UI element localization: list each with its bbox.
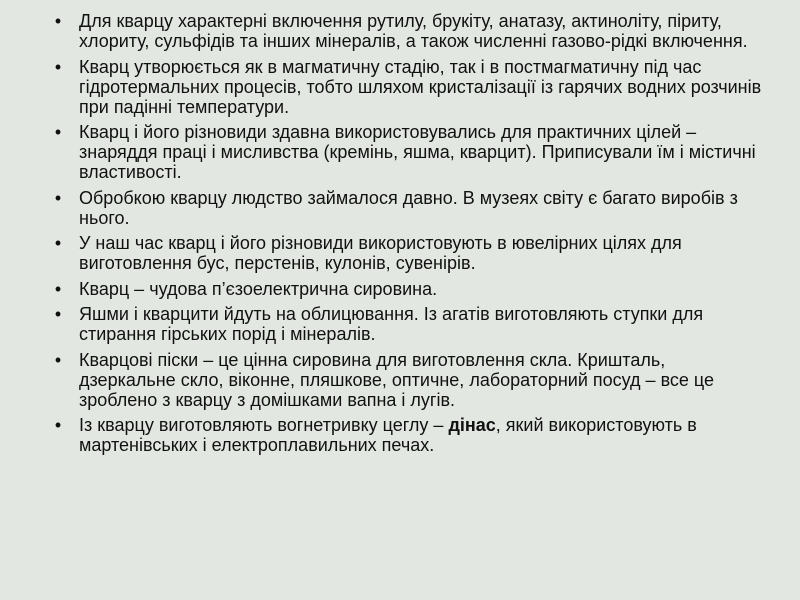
bullet-dot-icon: • — [54, 233, 62, 253]
bullet-text-after: , який використовують в мартенівських і електроплавильних печах. — [79, 415, 697, 455]
bullet-item — [50, 57, 765, 117]
bullet-item — [50, 304, 765, 344]
bullet-item — [50, 122, 765, 182]
bullet-text: У наш час кварц і його різновиди використовують в ювелірних цілях для виготовлення бус, перстенів, кулонів, сувенірів. — [79, 233, 682, 273]
bullet-item — [50, 233, 765, 273]
bullet-dot-icon: • — [54, 349, 62, 370]
bullet-text: Для кварцу характерні включення рутилу, брукіту, анатазу, актиноліту, піриту, хлориту, сульфідів та інших мінералів, а також численні газово-рідкі включення. — [79, 11, 748, 51]
bullet-dot-icon: • — [54, 187, 62, 208]
bullet-list — [50, 11, 765, 461]
bullet-text-before: Із кварцу виготовляють вогнетривку цеглу – — [79, 415, 449, 435]
bullet-dot-icon: • — [54, 415, 62, 435]
bullet-item — [50, 415, 765, 455]
bullet-text: Яшми і кварцити йдуть на облицювання. Із агатів виготовляють ступки для стирання гірських порід і мінералів. — [79, 304, 704, 344]
bullet-item — [50, 279, 765, 299]
bullet-text: Кварцові піски – це цінна сировина для виготовлення скла. Кришталь, дзеркальне скло, віконне, пляшкове, оптичне, лабораторний посуд – все це зроблено з кварцу з домішками вапна і лугів. — [79, 349, 715, 410]
bullet-dot-icon: • — [54, 278, 62, 299]
bullet-dot-icon: • — [54, 11, 62, 31]
bullet-item — [50, 11, 765, 51]
bullet-text: Обробкою кварцу людство займалося давно. В музеях світу є багато виробів з нього. — [79, 187, 738, 228]
bullet-text: Кварц – чудова п’єзоелектрична сировина. — [79, 278, 438, 299]
bullet-dot-icon: • — [54, 56, 62, 77]
bullet-text: Кварц і його різновиди здавна використовувались для практичних цілей – знаряддя праці і мисливства (кремінь, яшма, кварцит). Приписували їм і містичні властивості. — [79, 122, 756, 182]
bullet-text-bold-term: дінас — [448, 415, 496, 435]
bullet-item — [50, 188, 765, 228]
bullet-dot-icon: • — [54, 304, 62, 324]
bullet-text: Кварц утворюється як в магматичну стадію, так і в постмагматичну під час гідротермальних процесів, тобто шляхом кристалізації із гарячих водних розчинів при падінні температури. — [79, 56, 762, 117]
bullet-dot-icon: • — [54, 122, 62, 142]
bullet-item — [50, 350, 765, 410]
